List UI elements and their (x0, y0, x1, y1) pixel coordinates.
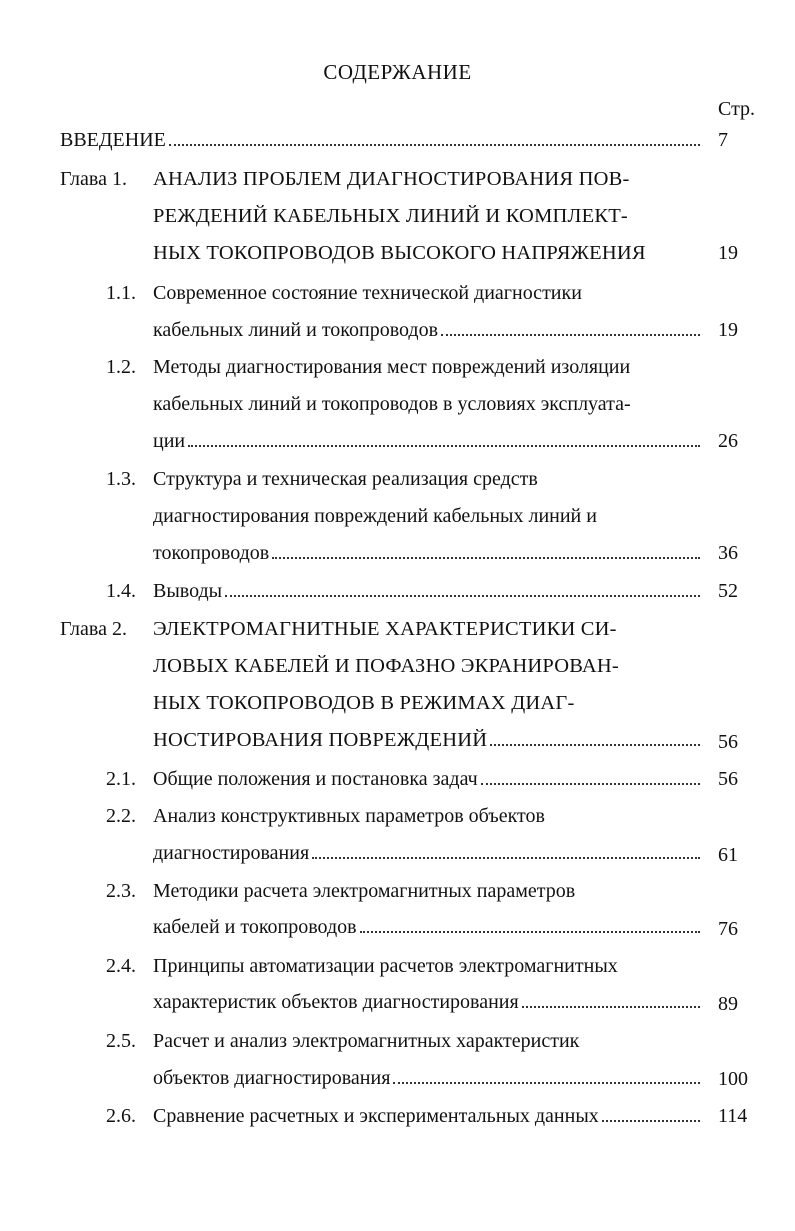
section-number: 2.1. (106, 768, 136, 790)
leader-dots (441, 334, 700, 336)
page-column-header: Стр. (718, 98, 756, 120)
section-number: 1.3. (106, 468, 136, 490)
leader-dots (312, 857, 700, 859)
leader-dots (481, 783, 700, 785)
toc-page-number: 114 (718, 1105, 748, 1127)
toc-page-number: 56 (718, 768, 738, 790)
toc-page-number: 61 (718, 844, 738, 866)
section-title-line: Принципы автоматизации расчетов электромагнитных (153, 955, 618, 977)
section-title-last-line: объектов диагностирования (153, 1065, 702, 1091)
section-title-line: Методы диагностирования мест повреждений изоляции (153, 356, 631, 378)
section-title-last-line: Общие положения и постановка задач (153, 766, 702, 792)
toc-page-number: 89 (718, 993, 738, 1015)
leader-dots (360, 931, 700, 933)
toc-page-number: 19 (718, 242, 738, 264)
toc-page-number: 76 (718, 918, 738, 940)
chapter-title-last-line: НОСТИРОВАНИЯ ПОВРЕЖДЕНИЙ (153, 727, 702, 753)
leader-dots (522, 1006, 700, 1008)
section-title-last-line: характеристик объектов диагностирования (153, 989, 702, 1015)
toc-page-number: 56 (718, 731, 738, 753)
chapter-label: Глава 2. (60, 618, 127, 640)
leader-dots (490, 744, 700, 746)
toc-entry-intro: ВВЕДЕНИЕ (60, 127, 702, 153)
section-title-last-line: Выводы (153, 578, 702, 604)
section-title-last-line: диагностирования (153, 840, 702, 866)
section-title-last-line: кабельных линий и токопроводов (153, 317, 702, 343)
chapter-title-line: НЫХ ТОКОПРОВОДОВ ВЫСОКОГО НАПРЯЖЕНИЯ (153, 242, 646, 264)
chapter-title-line: АНАЛИЗ ПРОБЛЕМ ДИАГНОСТИРОВАНИЯ ПОВ- (153, 168, 630, 190)
toc-page-number: 19 (718, 319, 738, 341)
chapter-label: Глава 1. (60, 168, 127, 190)
section-number: 1.2. (106, 356, 136, 378)
section-number: 2.4. (106, 955, 136, 977)
section-title-line: Анализ конструктивных параметров объектов (153, 805, 545, 827)
section-title-last-line: токопроводов (153, 540, 702, 566)
leader-dots (272, 557, 700, 559)
toc-page-number: 52 (718, 580, 738, 602)
toc-page-number: 7 (718, 129, 728, 151)
leader-dots (393, 1082, 700, 1084)
section-title-last-line: ции (153, 428, 702, 454)
section-title-line: Методики расчета электромагнитных параметров (153, 880, 576, 902)
chapter-title-line: ЛОВЫХ КАБЕЛЕЙ И ПОФАЗНО ЭКРАНИРОВАН- (153, 655, 619, 677)
section-title-line: Расчет и анализ электромагнитных характеристик (153, 1030, 580, 1052)
section-number: 2.2. (106, 805, 136, 827)
chapter-title-line: РЕЖДЕНИЙ КАБЕЛЬНЫХ ЛИНИЙ И КОМПЛЕКТ- (153, 205, 628, 227)
section-number: 2.3. (106, 880, 136, 902)
section-number: 1.4. (106, 580, 136, 602)
toc-page-number: 36 (718, 542, 738, 564)
section-number: 1.1. (106, 282, 136, 304)
leader-dots (602, 1120, 700, 1122)
section-title-last-line: кабелей и токопроводов (153, 914, 702, 940)
leader-dots (188, 445, 700, 447)
section-number: 2.5. (106, 1030, 136, 1052)
section-title-line: Современное состояние технической диагностики (153, 282, 582, 304)
toc-page-number: 100 (718, 1068, 748, 1090)
chapter-title-line: НЫХ ТОКОПРОВОДОВ В РЕЖИМАХ ДИАГ- (153, 692, 575, 714)
section-title-line: кабельных линий и токопроводов в условиях эксплуата- (153, 393, 631, 415)
toc-page-number: 26 (718, 430, 738, 452)
section-title-line: Структура и техническая реализация средств (153, 468, 538, 490)
section-title-last-line: Сравнение расчетных и экспериментальных данных (153, 1103, 702, 1129)
section-title-line: диагностирования повреждений кабельных линий и (153, 505, 597, 527)
page-title: СОДЕРЖАНИЕ (323, 60, 472, 84)
leader-dots (169, 144, 700, 146)
section-number: 2.6. (106, 1105, 136, 1127)
leader-dots (225, 595, 700, 597)
chapter-title-line: ЭЛЕКТРОМАГНИТНЫЕ ХАРАКТЕРИСТИКИ СИ- (153, 618, 617, 640)
